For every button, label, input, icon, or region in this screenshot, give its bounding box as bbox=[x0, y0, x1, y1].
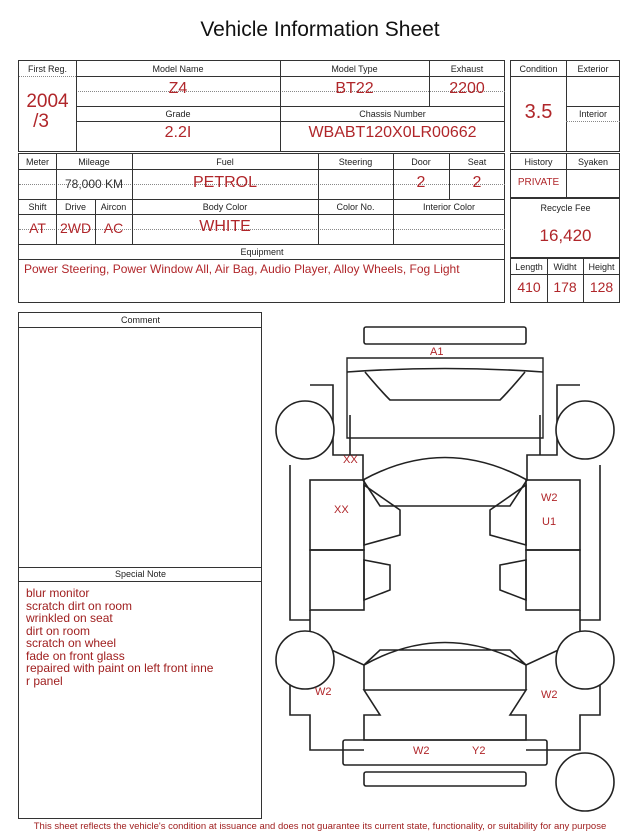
model-name-label: Model Name bbox=[152, 64, 204, 74]
interior-label: Interior bbox=[578, 109, 607, 119]
history-label: History bbox=[524, 157, 553, 167]
comment-label: Comment bbox=[120, 315, 160, 325]
model-type-label: Model Type bbox=[331, 64, 378, 74]
interior-color-label: Interior Color bbox=[422, 202, 476, 212]
model-name-value: Z4 bbox=[168, 80, 188, 97]
chassis-number-value: WBABT120X0LR00662 bbox=[308, 124, 477, 141]
damage-mark-right-rear: W2 bbox=[315, 686, 332, 698]
special-note-item: blur monitor bbox=[26, 586, 90, 600]
history-value: PRIVATE bbox=[517, 177, 560, 188]
equipment-label: Equipment bbox=[240, 247, 284, 257]
damage-mark-left-rear: W2 bbox=[541, 689, 558, 701]
damage-mark-rear-bumper-b: Y2 bbox=[472, 745, 486, 757]
special-note-list bbox=[26, 587, 258, 687]
sheet-title: Vehicle Information Sheet bbox=[200, 18, 440, 41]
special-note-item: fade on front glass bbox=[26, 648, 125, 663]
damage-mark-right-door: XX bbox=[334, 504, 349, 516]
exterior-label: Exterior bbox=[577, 64, 609, 74]
drive-label: Drive bbox=[64, 202, 86, 212]
shift-value: AT bbox=[29, 220, 46, 236]
width-value: 178 bbox=[553, 279, 577, 295]
aircon-label: Aircon bbox=[100, 202, 127, 212]
car-damage-diagram bbox=[270, 320, 620, 825]
damage-mark-left-door-b: U1 bbox=[542, 516, 557, 528]
recycle-fee-value: 16,420 bbox=[539, 226, 592, 245]
syaken-label: Syaken bbox=[577, 157, 609, 167]
dimensions-table bbox=[510, 258, 620, 303]
special-note-item: r panel bbox=[26, 673, 63, 688]
meter-label: Meter bbox=[25, 157, 49, 167]
first-reg-label: First Reg. bbox=[27, 64, 67, 74]
special-note-item: repaired with paint on left front inne bbox=[26, 661, 214, 675]
special-note-item: dirt on room bbox=[26, 623, 91, 638]
disclaimer-footer: This sheet reflects the vehicle's condition at issuance and does not guarantee its current state, functionality, or suitability for any purpose bbox=[33, 821, 607, 832]
first-reg-month: /3 bbox=[33, 111, 49, 132]
length-value: 410 bbox=[517, 279, 541, 295]
drive-value: 2WD bbox=[59, 220, 92, 236]
body-color-value: WHITE bbox=[199, 218, 251, 235]
aircon-value: AC bbox=[103, 220, 124, 236]
door-label: Door bbox=[411, 157, 431, 167]
damage-mark-right-fender: XX bbox=[343, 454, 358, 466]
equipment-value: Power Steering, Power Window All, Air Bag, Audio Player, Alloy Wheels, Fog Light bbox=[24, 262, 460, 276]
width-label: Widht bbox=[553, 262, 577, 272]
special-note-item: scratch on wheel bbox=[26, 636, 117, 650]
seat-value: 2 bbox=[472, 174, 482, 191]
mileage-value: 78,000 KM bbox=[64, 177, 124, 191]
mileage-label: Mileage bbox=[78, 157, 110, 167]
model-type-value: BT22 bbox=[335, 80, 374, 97]
door-value: 2 bbox=[416, 174, 426, 191]
steering-label: Steering bbox=[338, 157, 373, 167]
history-table bbox=[510, 153, 620, 198]
recycle-fee-label: Recycle Fee bbox=[540, 203, 591, 213]
recycle-fee-table bbox=[510, 198, 620, 258]
color-no-label: Color No. bbox=[336, 202, 375, 212]
fuel-label: Fuel bbox=[216, 157, 234, 167]
length-label: Length bbox=[515, 262, 543, 272]
condition-table bbox=[510, 60, 620, 152]
first-reg-year: 2004 bbox=[26, 91, 69, 112]
damage-mark-left-door-a: W2 bbox=[541, 492, 558, 504]
chassis-number-label: Chassis Number bbox=[359, 109, 426, 119]
special-note-item: scratch dirt on room bbox=[26, 598, 133, 613]
condition-value: 3.5 bbox=[524, 101, 553, 123]
exhaust-value: 2200 bbox=[449, 80, 485, 97]
condition-label: Condition bbox=[519, 64, 558, 74]
vehicle-info-table bbox=[18, 60, 505, 152]
fuel-value: PETROL bbox=[192, 174, 257, 191]
height-label: Height bbox=[588, 262, 615, 272]
special-note-item: wrinkled on seat bbox=[26, 611, 113, 625]
height-value: 128 bbox=[589, 279, 614, 295]
vehicle-spec-table bbox=[18, 153, 505, 303]
grade-value: 2.2I bbox=[164, 124, 192, 141]
body-color-label: Body Color bbox=[202, 202, 248, 212]
exhaust-label: Exhaust bbox=[450, 64, 484, 74]
shift-label: Shift bbox=[28, 202, 47, 212]
comment-box bbox=[18, 312, 262, 819]
grade-label: Grade bbox=[165, 109, 191, 119]
seat-label: Seat bbox=[467, 157, 487, 167]
special-note-label: Special Note bbox=[114, 569, 167, 579]
damage-mark-rear-bumper-a: W2 bbox=[413, 745, 430, 757]
damage-mark-front-bumper: A1 bbox=[430, 346, 444, 358]
